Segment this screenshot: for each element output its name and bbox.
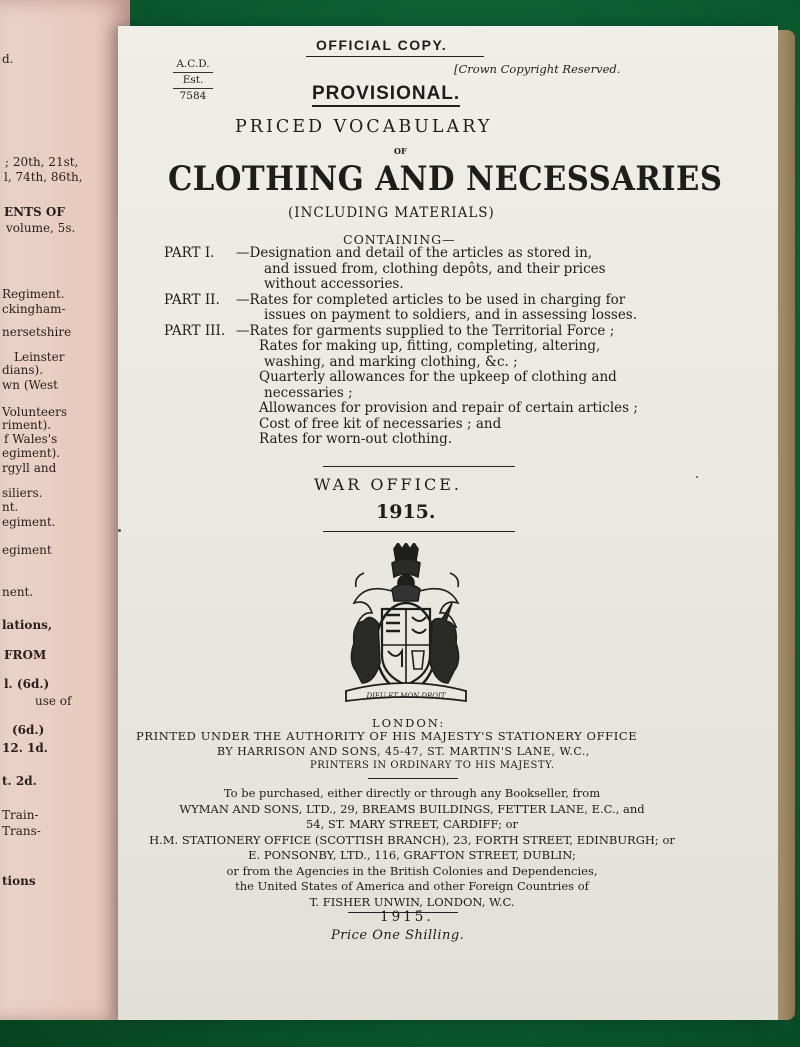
paper-spot bbox=[118, 529, 121, 532]
left-page-text-line: (6d.) bbox=[12, 723, 45, 737]
left-facing-page bbox=[0, 0, 130, 1020]
left-page-text-line: ; 20th, 21st, bbox=[5, 155, 79, 169]
purchase-line: WYMAN AND SONS, LTD., 29, BREAMS BUILDINGS, FETTER LANE, E.C., and bbox=[179, 801, 645, 816]
part-item bbox=[164, 293, 638, 309]
left-page-text-line: ENTS OF bbox=[4, 205, 65, 219]
left-page-text-line: 12. 1d. bbox=[2, 741, 48, 755]
left-page-text-line: riment). bbox=[2, 418, 52, 432]
left-page-text-line: d. bbox=[2, 52, 14, 66]
part-text: —Rates for garments supplied to the Territorial Force ; bbox=[236, 322, 615, 339]
left-page-text-line: siliers. bbox=[2, 486, 43, 500]
title-of: OF bbox=[394, 146, 407, 156]
imprint-printers-ordinary: PRINTERS IN ORDINARY TO HIS MAJESTY. bbox=[310, 760, 555, 771]
title-page bbox=[118, 26, 778, 1020]
purchase-line: H.M. STATIONERY OFFICE (SCOTTISH BRANCH), 23, FORTH STREET, EDINBURGH; or bbox=[149, 832, 675, 847]
part-text: —Rates for completed articles to be used in charging for bbox=[236, 291, 626, 308]
left-page-text-line: Trans- bbox=[2, 824, 41, 838]
left-page-text-line: l, 74th, 86th, bbox=[4, 170, 83, 184]
purchase-line: the United States of America and other Foreign Countries of bbox=[235, 879, 589, 893]
acd-line: Est. bbox=[173, 73, 213, 89]
left-page-text-line: rgyll and bbox=[2, 461, 57, 475]
part-label: PART I. bbox=[164, 245, 215, 261]
war-office-heading: WAR OFFICE. bbox=[314, 475, 462, 494]
provisional-heading: PROVISIONAL. bbox=[312, 83, 460, 107]
left-page-text-line: f Wales's bbox=[4, 432, 58, 446]
paper-spot bbox=[696, 476, 698, 478]
price-line: Price One Shilling. bbox=[331, 928, 465, 943]
acd-line: 7584 bbox=[179, 90, 207, 102]
left-page-text-line: nent. bbox=[2, 585, 34, 599]
left-page-text-line: Regiment. bbox=[2, 287, 65, 301]
left-page-text-line: volume, 5s. bbox=[6, 221, 76, 235]
left-page-text-line: l. (6d.) bbox=[4, 677, 50, 691]
purchase-information bbox=[132, 786, 692, 910]
purchase-line: E. PONSONBY, LTD., 116, GRAFTON STREET, DUBLIN; bbox=[248, 848, 576, 862]
divider-rule bbox=[368, 778, 458, 779]
left-page-text-line: t. 2d. bbox=[2, 774, 37, 788]
left-page-text-line: wn (West bbox=[2, 378, 58, 392]
left-page-text-line: egiment). bbox=[2, 446, 61, 460]
left-page-text-line: Leinster bbox=[14, 350, 65, 364]
divider-rule bbox=[323, 466, 515, 467]
left-page-text-line: tions bbox=[2, 874, 36, 888]
purchase-line: To be purchased, either directly or through any Bookseller, from bbox=[223, 786, 601, 800]
left-page-text-line: lations, bbox=[2, 618, 53, 632]
official-copy-rule bbox=[306, 56, 484, 57]
left-page-text-line: FROM bbox=[4, 648, 47, 662]
part-text: without accessories. bbox=[264, 276, 404, 292]
part-text: Rates for worn-out clothing. bbox=[259, 431, 453, 447]
part-label: PART II. bbox=[164, 291, 220, 308]
subtitle: (INCLUDING MATERIALS) bbox=[288, 205, 495, 221]
part-item bbox=[164, 246, 638, 262]
left-page-text-line: Volunteers bbox=[2, 405, 68, 419]
imprint-london: LONDON: bbox=[372, 716, 446, 730]
part-text: Rates for making up, fitting, completing, altering, bbox=[259, 338, 601, 354]
crown-copyright-note: [Crown Copyright Reserved. bbox=[454, 62, 621, 76]
royal-coat-of-arms-icon bbox=[334, 543, 476, 709]
left-page-text-line: use of bbox=[35, 694, 72, 708]
part-text: issues on payment to soldiers, and in assessing losses. bbox=[264, 307, 638, 323]
left-page-text-line: nersetshire bbox=[2, 325, 72, 339]
publication-year: 1915. bbox=[376, 501, 436, 523]
imprint-printed-under-authority: PRINTED UNDER THE AUTHORITY OF HIS MAJESTY'S STATIONERY OFFICE bbox=[136, 729, 638, 743]
main-title: CLOTHING AND NECESSARIES bbox=[168, 159, 723, 199]
purchase-line: or from the Agencies in the British Colonies and Dependencies, bbox=[226, 863, 598, 878]
part-text: Allowances for provision and repair of certain articles ; bbox=[259, 400, 638, 416]
part-text: washing, and marking clothing, &c. ; bbox=[264, 353, 518, 370]
part-text: necessaries ; bbox=[264, 384, 353, 401]
part-text: Cost of free kit of necessaries ; and bbox=[259, 415, 502, 432]
left-page-text-line: Train- bbox=[2, 808, 39, 822]
acd-line: A.C.D. bbox=[173, 57, 213, 73]
part-label: PART III. bbox=[164, 322, 226, 339]
acd-reference-box bbox=[173, 57, 213, 104]
part-text: Quarterly allowances for the upkeep of clothing and bbox=[259, 369, 617, 385]
containing-heading: CONTAINING— bbox=[343, 232, 456, 247]
purchase-line: 54, ST. MARY STREET, CARDIFF; or bbox=[305, 817, 519, 831]
left-page-text-line: egiment. bbox=[2, 515, 56, 529]
official-copy-heading: OFFICIAL COPY. bbox=[316, 37, 448, 53]
purchase-line: T. FISHER UNWIN, LONDON, W.C. bbox=[309, 894, 515, 909]
parts-list bbox=[164, 246, 638, 448]
divider-rule bbox=[323, 531, 515, 532]
title-line-priced-vocabulary: PRICED VOCABULARY bbox=[235, 117, 493, 137]
part-item bbox=[164, 324, 638, 340]
part-text: and issued from, clothing depôts, and their prices bbox=[264, 260, 606, 277]
left-page-text-line: nt. bbox=[2, 500, 19, 514]
left-page-text-line: ckingham- bbox=[2, 302, 66, 316]
left-page-text-line: dians). bbox=[2, 363, 44, 377]
imprint-printer-name: BY HARRISON AND SONS, 45-47, ST. MARTIN'S LANE, W.C., bbox=[217, 745, 590, 758]
footer-year: 1915. bbox=[380, 909, 434, 925]
arms-motto: DIEU ET MON DROIT bbox=[366, 692, 446, 700]
left-page-text-line: egiment bbox=[2, 543, 52, 557]
part-text: —Designation and detail of the articles as stored in, bbox=[236, 245, 593, 261]
